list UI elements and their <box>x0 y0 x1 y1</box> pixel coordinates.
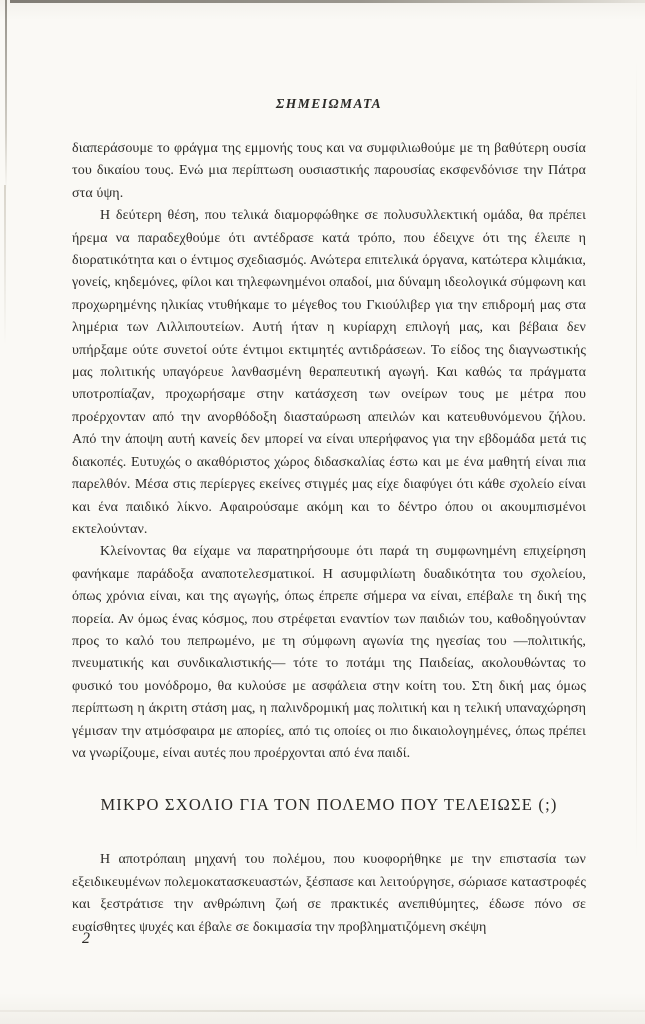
scan-edge-left-lower <box>4 185 6 345</box>
scan-edge-left <box>5 0 7 190</box>
body-paragraph: Η δεύτερη θέση, που τελικά διαμορφώθηκε σε πολυσυλλεκτική ομάδα, θα πρέπει ήρεμα να παραδεχθούμε ότι αντέδρασε κατά τρόπο, που έδειχνε ότι της έλειπε η διορατικότητα και ο έντιμος σχεδιασμός. Ανώτερα επιτελικά όργανα, κατώτερα κλιμάκια, γονείς, κηδεμόνες, φίλοι και τηλεφωνημένοι οπαδοί, μια δύναμη ιδεολογικά σύμφωνη και προχωρημένης ηλικίας ντυθήκαμε το μέγεθος του Γκιούλιβερ για την επιδρομή μας στα λημέρια των Λιλλιπουτείων. Αυτή ήταν η κυρίαρχη επιλογή μας, και βέβαια δεν υπήρξαμε ούτε συνετοί ούτε έντιμοι εκτιμητές αντιδράσεων. Το είδος της διαγνωστικής μας πολιτικής υπαγόρευε λανθασμένη θεραπευτική αγωγή. Και καθώς τα πράγματα υποτροπίαζαν, προχωρήσαμε στην κατάσχεση των ονείρων τους με μέτρα που προέρχονταν από την ανορθόδοξη διασταύρωση απειλών και κατευθυνόμενου ζήλου. Από την άποψη αυτή κανείς δεν μπορεί να είναι υπερήφανος για την εβδομάδα μετά τις διακοπές. Ευτυχώς ο ακαθόριστος χώρος διδασκαλίας έστω και με ένα μαθητή είναι πια παρελθόν. Μέσα στις περίεργες εκείνες στιγμές μας είχε διαφύγει ότι κάθε σχολείο είναι και ένα παιδικό λίκνο. Αφαιρούσαμε ακόμη και το δέντρο όπου οι ακουμπισμένοι εκτελούνταν. <box>72 208 586 537</box>
section-paragraph: Η αποτρόπαιη μηχανή του πολέμου, που κυοφορήθηκε με την επιστασία των εξειδικευμένων πολεμοκατασκευαστών, ξέσπασε και λειτούργησε, σώριασε καταστροφές και ξεστράτισε την ανθρώπινη ζωή σε πρακτικές ανεπιθύμητες, έδωσε πόνο σε ευαίσθητες ψυχές και έβαλε σε δοκιμασία την προβληματιζόμενη σκέψη <box>72 852 586 935</box>
body-paragraph: Κλείνοντας θα είχαμε να παρατηρήσουμε ότι παρά τη συμφωνημένη επιχείρηση φανήκαμε παράδοξα αναποτελεσματικοί. Η ασυμφιλίωτη δυαδικότητα του σχολείου, όπως χρόνια είναι, και της αγωγής, όπως έπρεπε σήμερα να είναι, επέβαλε τη δική της πορεία. Αν όμως ένας κόσμος, που στρέφεται εναντίον των παιδιών του, καθοδηγούνταν προς το καλό του πεπρωμένο, με τη σύμφωνη αγωνία της ηγεσίας του —πολιτικής, πνευματικής και συνδικαλιστικής— τότε το ποτάμι της Παιδείας, ακολουθώντας το φυσικό του μονόδρομο, θα κυλούσε με ασφάλεια στην κοίτη του. Στη δική μας όμως περίπτωση η άκριτη στάση μας, η παλινδρομική μας πολιτική και η τελική υπαναχώρηση γέμισαν την ατμόσφαιρα με απορίες, από τις οποίες οι πιο δικαιολογημένες, όπως πρέπει να γνωρίζουμε, είναι αυτές που προέρχονται από ένα παιδί. <box>72 544 586 761</box>
page-number: 2 <box>82 930 90 947</box>
body-paragraph-continuation: διαπεράσουμε το φράγμα της εμμονής τους και να συμφιλιωθούμε με τη βαθύτερη ουσία του δικαίου τους. Ενώ μια περίπτωση ουσιαστικής παρουσίας εκσφενδόνισε την Πάτρα στα ύψη. <box>72 141 586 201</box>
scan-edge-right <box>636 60 637 860</box>
body-text-block <box>72 138 586 939</box>
page-content <box>72 96 586 939</box>
section-heading: ΜΙΚΡΟ ΣΧΟΛΙΟ ΓΙΑ ΤΟΝ ΠΟΛΕΜΟ ΠΟΥ ΤΕΛΕΙΩΣΕ (;) <box>100 795 558 815</box>
scan-edge-top <box>10 0 645 3</box>
running-head: ΣΗΜΕΙΩΜΑΤΑ <box>275 96 383 111</box>
scan-edge-bottom <box>0 1010 645 1012</box>
